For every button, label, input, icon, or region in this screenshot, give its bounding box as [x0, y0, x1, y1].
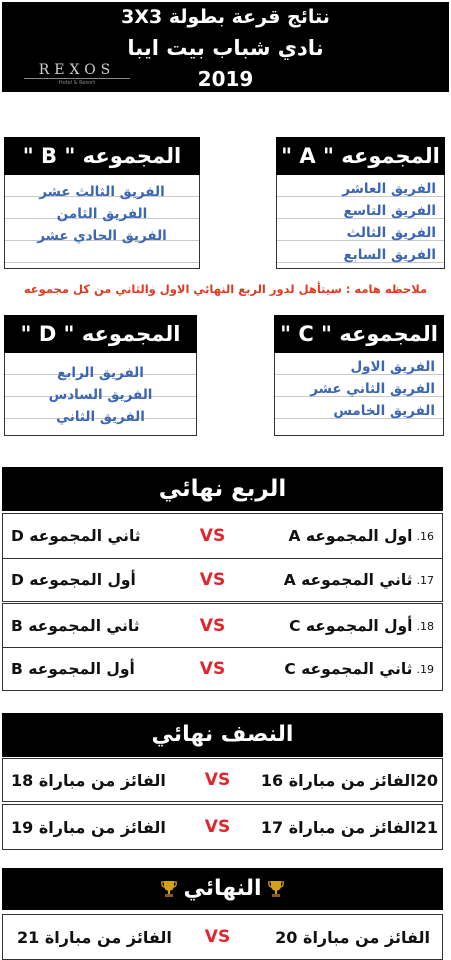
match-home-label: ثاني المجموعه A [283, 571, 413, 589]
group-c-team: الفريق الخامس [333, 403, 435, 419]
match-home-label: اول المجموعه A [288, 527, 413, 545]
match-number: 16. [416, 529, 434, 543]
group-a-team: الفريق السابع [343, 247, 436, 263]
group-c-teams [274, 353, 444, 436]
match-row [2, 647, 443, 691]
match-row [2, 758, 443, 802]
vs-label: VS [199, 659, 226, 679]
group-b-box [4, 137, 200, 269]
final-title-bar [2, 868, 443, 910]
match-row [2, 558, 443, 602]
match-row [2, 804, 443, 850]
group-c-team: الفريق الثاني عشر [310, 381, 435, 397]
vs-label: VS [199, 616, 226, 636]
trophy-icon [268, 880, 284, 898]
group-c-title: المجموعه " C " [274, 315, 444, 353]
group-b-team: الفريق الثالث عشر [39, 184, 165, 200]
match-away: ثاني المجموعه B [11, 617, 140, 635]
group-a-team: الفريق العاشر [342, 181, 436, 197]
trophy-icon [161, 880, 177, 898]
group-c-box [274, 315, 444, 436]
group-a-title: المجموعه " A " [276, 137, 445, 175]
match-home-label: أول المجموعه C [289, 617, 413, 635]
vs-label: VS [199, 526, 226, 546]
header-banner [2, 2, 449, 92]
vs-label: VS [204, 927, 231, 947]
group-a-box [276, 137, 445, 269]
group-d-teams [4, 353, 197, 436]
qualification-note: ملاحظه هامه : سيتأهل لدور الربع النهائي الاول والثاني من كل مجموعه [23, 282, 428, 296]
match-away: الفائز من مباراة 21 [17, 927, 172, 947]
match-away: الفائز من مباراة 19 [11, 817, 166, 837]
match-number: 21 [415, 817, 438, 837]
vs-label: VS [204, 817, 231, 837]
group-d-box [4, 315, 197, 436]
match-away: الفائز من مباراة 18 [11, 770, 166, 790]
vs-label: VS [204, 770, 231, 790]
match-number: 20 [415, 770, 438, 790]
group-a-teams [276, 175, 445, 269]
group-d-title: المجموعه " D " [4, 315, 197, 353]
group-b-teams [4, 175, 200, 269]
final-title: النهائي [183, 876, 262, 901]
match-home-label: ثاني المجموعه C [284, 660, 413, 678]
header-year: 2019 [197, 67, 254, 91]
match-number: 18. [416, 619, 434, 633]
group-b-team: الفريق الحادي عشر [37, 228, 167, 244]
club-name: نادي شباب بيت ايبا [127, 36, 324, 60]
match-away: ثاني المجموعه D [11, 527, 141, 545]
group-d-team: الفريق الرابع [57, 365, 144, 381]
match-row [2, 603, 443, 649]
group-b-title: المجموعه " B " [4, 137, 200, 175]
match-home: الفائز من مباراة 20 [275, 927, 430, 947]
group-a-team: الفريق التاسع [343, 203, 436, 219]
header-title: نتائج قرعة بطولة 3X3 [121, 6, 330, 28]
match-row [2, 513, 443, 559]
match-away: أول المجموعه D [11, 571, 136, 589]
group-b-team: الفريق الثامن [56, 206, 148, 222]
final-match-row [2, 914, 443, 960]
brand-logo-subtitle: Hotel & Resort [58, 80, 96, 86]
brand-logo: REXOS [24, 62, 130, 79]
match-number: 17. [416, 573, 434, 587]
quarter-final-title: الربع نهائي [2, 467, 443, 511]
match-home-label: الفائز من مباراة 16 [260, 770, 416, 790]
group-d-team: الفريق السادس [48, 387, 153, 403]
group-a-team: الفريق الثالث [346, 225, 436, 241]
semi-final-title: النصف نهائي [2, 713, 443, 757]
vs-label: VS [199, 570, 226, 590]
match-home-label: الفائز من مباراة 17 [260, 817, 416, 837]
group-c-team: الفريق الاول [350, 359, 435, 375]
match-number: 19. [416, 662, 434, 676]
group-d-team: الفريق الثاني [56, 409, 145, 425]
match-away: أول المجموعه B [11, 660, 135, 678]
